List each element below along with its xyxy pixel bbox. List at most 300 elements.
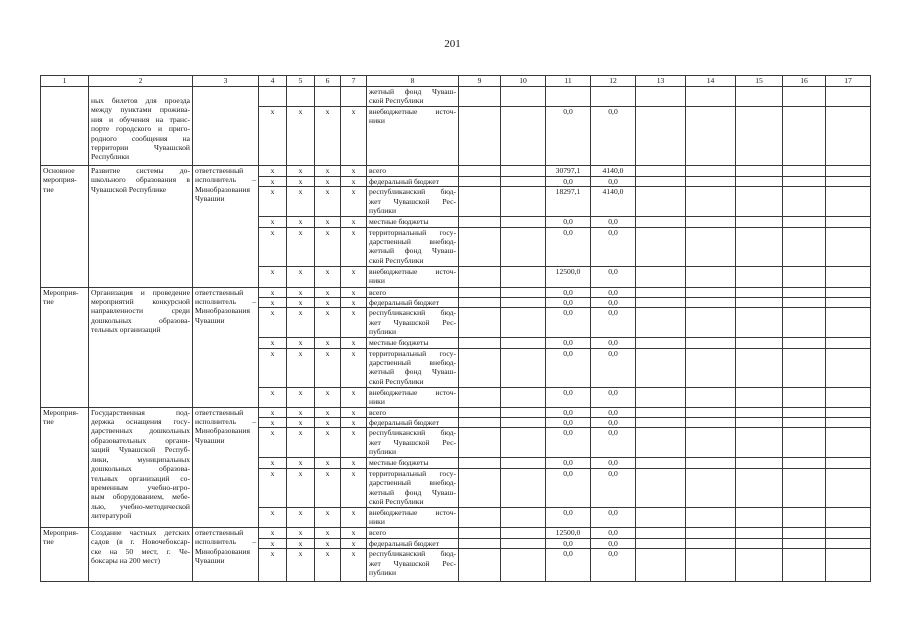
amount-cell: 0,0: [546, 308, 591, 337]
text-line: всего: [369, 287, 387, 297]
amount-cell: 18297,1: [546, 187, 591, 216]
amount-cell: 0,0: [591, 308, 636, 337]
empty-cell: [636, 298, 686, 308]
empty-cell: [459, 266, 501, 287]
empty-cell: [826, 308, 871, 337]
empty-cell: [783, 266, 826, 287]
mark-cell: х: [341, 468, 367, 507]
measure-type-cell: [41, 527, 89, 581]
empty-cell: [636, 387, 686, 407]
header-cell-16: 16: [783, 76, 826, 87]
text-line: лью, учебно-методической: [91, 501, 190, 511]
text-line: ской Республики: [369, 496, 424, 506]
text-line: тельных организаций со-: [91, 473, 190, 483]
text-line: всего: [369, 407, 387, 417]
empty-cell: [783, 507, 826, 527]
mark-cell: [259, 87, 287, 107]
mark-cell: х: [341, 428, 367, 457]
mark-cell: х: [315, 348, 341, 387]
text-line: ответственный: [195, 407, 244, 417]
mark-cell: [315, 87, 341, 107]
text-line: мероприя-: [43, 175, 77, 185]
text-line: публики: [369, 327, 397, 337]
mark-cell: х: [341, 527, 367, 538]
mark-cell: х: [287, 166, 315, 177]
empty-cell: [636, 549, 686, 582]
empty-cell: [736, 387, 783, 407]
header-cell-17: 17: [826, 76, 871, 87]
empty-cell: [636, 308, 686, 337]
empty-cell: [686, 166, 736, 177]
empty-cell: [736, 166, 783, 177]
mark-cell: х: [315, 187, 341, 216]
header-cell-11: 11: [546, 76, 591, 87]
empty-cell: [459, 549, 501, 582]
text-line: лики, муниципальных: [91, 454, 190, 464]
text-line: публики: [369, 447, 397, 457]
amount-cell: 0,0: [591, 337, 636, 348]
text-line: ники: [369, 397, 385, 407]
amount-cell: 0,0: [591, 418, 636, 428]
mark-cell: х: [287, 387, 315, 407]
empty-cell: [501, 187, 546, 216]
text-line: Чувашской Республике: [91, 184, 167, 194]
text-line: Минобразования: [195, 426, 250, 436]
text-line: внебюджетные источ-: [369, 387, 456, 397]
empty-cell: [636, 287, 686, 297]
text-line: Чувашии: [195, 555, 225, 565]
amount-cell: 0,0: [546, 407, 591, 417]
mark-cell: х: [341, 507, 367, 527]
mark-cell: х: [315, 308, 341, 337]
mark-cell: х: [315, 337, 341, 348]
empty-cell: [636, 87, 686, 107]
empty-cell: [501, 457, 546, 468]
empty-cell: [826, 527, 871, 538]
mark-cell: х: [287, 227, 315, 266]
empty-cell: [783, 187, 826, 216]
empty-cell: [459, 457, 501, 468]
empty-cell: [636, 166, 686, 177]
budget-table: [40, 75, 871, 582]
mark-cell: х: [259, 457, 287, 468]
text-line: мероприятий конкурсной: [91, 297, 190, 307]
amount-cell: 12500,0: [546, 527, 591, 538]
mark-cell: х: [315, 407, 341, 417]
text-line: исполнитель –: [195, 417, 256, 427]
text-line: жет Чувашской Рес-: [369, 196, 456, 206]
text-line: Минобразования: [195, 184, 250, 194]
funding-source-cell: [367, 348, 459, 387]
empty-cell: [736, 468, 783, 507]
mark-cell: х: [287, 507, 315, 527]
mark-cell: х: [287, 107, 315, 166]
empty-cell: [636, 468, 686, 507]
executor-cell: [193, 166, 259, 288]
empty-cell: [826, 468, 871, 507]
amount-cell: 0,0: [591, 287, 636, 297]
text-line: ных билетов для проезда: [91, 96, 190, 105]
empty-cell: [686, 428, 736, 457]
empty-cell: [459, 428, 501, 457]
empty-cell: [736, 418, 783, 428]
amount-cell: 0,0: [591, 216, 636, 227]
text-line: Развитие системы до-: [91, 166, 190, 175]
header-cell-12: 12: [591, 76, 636, 87]
empty-cell: [736, 538, 783, 548]
empty-cell: [501, 308, 546, 337]
mark-cell: х: [259, 527, 287, 538]
amount-cell: 0,0: [546, 216, 591, 227]
empty-cell: [783, 216, 826, 227]
text-line: тельных организаций: [91, 325, 161, 335]
mark-cell: х: [259, 177, 287, 187]
text-line: жетный фонд Чуваш-: [369, 87, 456, 96]
text-line: Минобразования: [195, 306, 250, 316]
mark-cell: х: [287, 266, 315, 287]
amount-cell: 0,0: [546, 298, 591, 308]
text-line: федеральный бюджет: [369, 538, 439, 548]
empty-cell: [686, 538, 736, 548]
mark-cell: х: [287, 216, 315, 227]
text-line: дарственный внебюд-: [369, 358, 456, 368]
text-line: дошкольных образова-: [91, 315, 190, 325]
mark-cell: х: [315, 418, 341, 428]
empty-cell: [501, 227, 546, 266]
amount-cell: [591, 87, 636, 107]
funding-source-cell: [367, 428, 459, 457]
mark-cell: х: [341, 216, 367, 227]
mark-cell: х: [259, 418, 287, 428]
header-cell-8: 8: [367, 76, 459, 87]
mark-cell: х: [287, 348, 315, 387]
header-cell-9: 9: [459, 76, 501, 87]
amount-cell: 0,0: [546, 507, 591, 527]
mark-cell: х: [315, 298, 341, 308]
mark-cell: х: [287, 298, 315, 308]
mark-cell: х: [287, 187, 315, 216]
empty-cell: [686, 337, 736, 348]
empty-cell: [686, 407, 736, 417]
empty-cell: [826, 107, 871, 166]
text-line: дарственный внебюд-: [369, 237, 456, 247]
text-line: ники: [369, 517, 385, 527]
empty-cell: [636, 337, 686, 348]
text-line: местные бюджеты: [369, 457, 429, 467]
executor-cell: [193, 287, 259, 407]
amount-cell: 4140,0: [591, 187, 636, 216]
empty-cell: [501, 216, 546, 227]
mark-cell: х: [287, 428, 315, 457]
empty-cell: [783, 457, 826, 468]
empty-cell: [636, 107, 686, 166]
mark-cell: х: [315, 538, 341, 548]
text-line: жет Чувашской Рес-: [369, 558, 456, 568]
empty-cell: [736, 227, 783, 266]
empty-cell: [636, 266, 686, 287]
empty-cell: [826, 418, 871, 428]
empty-cell: [736, 266, 783, 287]
empty-cell: [826, 337, 871, 348]
empty-cell: [826, 538, 871, 548]
amount-cell: 0,0: [591, 428, 636, 457]
text-line: тие: [43, 297, 54, 307]
mark-cell: х: [315, 266, 341, 287]
empty-cell: [459, 227, 501, 266]
text-line: федеральный бюджет: [369, 177, 439, 186]
funding-source-cell: [367, 107, 459, 166]
empty-cell: [783, 387, 826, 407]
mark-cell: х: [259, 166, 287, 177]
empty-cell: [459, 87, 501, 107]
empty-cell: [636, 187, 686, 216]
text-line: дарственный внебюд-: [369, 478, 456, 488]
empty-cell: [783, 308, 826, 337]
amount-cell: 0,0: [546, 418, 591, 428]
mark-cell: [287, 87, 315, 107]
text-line: республиканский бюд-: [369, 308, 456, 318]
empty-cell: [686, 177, 736, 187]
measure-name-cell: [89, 527, 193, 581]
text-line: исполнитель –: [195, 297, 256, 307]
mark-cell: х: [315, 549, 341, 582]
empty-cell: [783, 468, 826, 507]
funding-source-cell: [367, 507, 459, 527]
empty-cell: [826, 549, 871, 582]
measure-type-cell: [41, 87, 89, 166]
text-line: садов (в г. Новочебоксар-: [91, 537, 190, 547]
amount-cell: 0,0: [591, 227, 636, 266]
empty-cell: [783, 166, 826, 177]
empty-cell: [636, 527, 686, 538]
amount-cell: 0,0: [546, 227, 591, 266]
empty-cell: [501, 107, 546, 166]
amount-cell: 0,0: [591, 549, 636, 582]
funding-source-cell: [367, 227, 459, 266]
empty-cell: [459, 387, 501, 407]
empty-cell: [459, 177, 501, 187]
text-line: Организация и проведение: [91, 287, 190, 297]
empty-cell: [783, 549, 826, 582]
empty-cell: [501, 468, 546, 507]
text-line: жет Чувашской Рес-: [369, 437, 456, 447]
mark-cell: х: [259, 266, 287, 287]
empty-cell: [783, 428, 826, 457]
amount-cell: 0,0: [591, 538, 636, 548]
empty-cell: [783, 298, 826, 308]
text-line: жетный фонд Чуваш-: [369, 487, 456, 497]
text-line: территориальный госу-: [369, 468, 456, 478]
text-line: тие: [43, 184, 54, 194]
funding-source-cell: [367, 308, 459, 337]
mark-cell: х: [341, 418, 367, 428]
empty-cell: [736, 457, 783, 468]
empty-cell: [826, 177, 871, 187]
empty-cell: [783, 87, 826, 107]
executor-cell: [193, 527, 259, 581]
empty-cell: [783, 407, 826, 417]
text-line: направленности среди: [91, 306, 190, 316]
funding-source-cell: [367, 287, 459, 297]
text-line: дошкольных образова-: [91, 464, 190, 474]
text-line: боксары на 200 мест): [91, 555, 160, 565]
mark-cell: х: [287, 527, 315, 538]
text-line: Государственная под-: [91, 407, 190, 417]
measure-type-cell: [41, 287, 89, 407]
empty-cell: [686, 348, 736, 387]
empty-cell: [501, 418, 546, 428]
empty-cell: [501, 507, 546, 527]
table-row: [41, 87, 871, 107]
empty-cell: [686, 457, 736, 468]
text-line: порте городского и приго-: [91, 124, 190, 134]
empty-cell: [826, 457, 871, 468]
empty-cell: [783, 107, 826, 166]
mark-cell: х: [341, 407, 367, 417]
empty-cell: [459, 407, 501, 417]
text-line: внебюджетные источ-: [369, 507, 456, 517]
table-row: [41, 527, 871, 538]
text-line: тие: [43, 537, 54, 547]
empty-cell: [826, 428, 871, 457]
mark-cell: х: [287, 407, 315, 417]
funding-source-cell: [367, 337, 459, 348]
amount-cell: 0,0: [546, 428, 591, 457]
empty-cell: [686, 507, 736, 527]
empty-cell: [501, 428, 546, 457]
empty-cell: [736, 177, 783, 187]
empty-cell: [736, 348, 783, 387]
amount-cell: [546, 87, 591, 107]
mark-cell: х: [315, 527, 341, 538]
text-line: ской Республики: [369, 96, 424, 106]
mark-cell: х: [287, 337, 315, 348]
funding-source-cell: [367, 216, 459, 227]
header-cell-3: 3: [193, 76, 259, 87]
text-line: временным учебно-игро-: [91, 482, 190, 492]
mark-cell: х: [315, 428, 341, 457]
empty-cell: [501, 287, 546, 297]
text-line: жетный фонд Чуваш-: [369, 367, 456, 377]
empty-cell: [736, 308, 783, 337]
empty-cell: [636, 457, 686, 468]
mark-cell: х: [341, 177, 367, 187]
mark-cell: х: [341, 187, 367, 216]
mark-cell: х: [341, 166, 367, 177]
amount-cell: 0,0: [591, 177, 636, 187]
mark-cell: х: [259, 549, 287, 582]
text-line: ответственный: [195, 527, 244, 537]
text-line: публики: [369, 567, 397, 577]
mark-cell: х: [341, 227, 367, 266]
amount-cell: 0,0: [546, 457, 591, 468]
empty-cell: [459, 527, 501, 538]
text-line: ответственный: [195, 287, 244, 297]
empty-cell: [686, 87, 736, 107]
mark-cell: х: [287, 457, 315, 468]
empty-cell: [501, 549, 546, 582]
mark-cell: х: [259, 227, 287, 266]
text-line: территориальный госу-: [369, 348, 456, 358]
text-line: республиканский бюд-: [369, 428, 456, 438]
text-line: литературой: [91, 511, 132, 521]
amount-cell: 0,0: [591, 527, 636, 538]
funding-source-cell: [367, 468, 459, 507]
measure-name-cell: [89, 87, 193, 166]
empty-cell: [686, 187, 736, 216]
mark-cell: х: [315, 468, 341, 507]
text-line: тие: [43, 417, 54, 427]
mark-cell: х: [259, 538, 287, 548]
mark-cell: х: [259, 287, 287, 297]
empty-cell: [501, 387, 546, 407]
funding-source-cell: [367, 87, 459, 107]
amount-cell: 0,0: [591, 507, 636, 527]
empty-cell: [459, 216, 501, 227]
header-row: [41, 76, 871, 87]
funding-source-cell: [367, 457, 459, 468]
text-line: жетный фонд Чуваш-: [369, 246, 456, 256]
empty-cell: [686, 216, 736, 227]
amount-cell: 0,0: [591, 387, 636, 407]
empty-cell: [783, 418, 826, 428]
empty-cell: [686, 418, 736, 428]
text-line: республиканский бюд-: [369, 187, 456, 197]
empty-cell: [736, 287, 783, 297]
mark-cell: х: [315, 507, 341, 527]
text-line: Мероприя-: [43, 407, 79, 417]
text-line: федеральный бюджет: [369, 298, 439, 308]
empty-cell: [501, 298, 546, 308]
mark-cell: х: [315, 457, 341, 468]
amount-cell: 0,0: [546, 287, 591, 297]
amount-cell: 0,0: [546, 348, 591, 387]
measure-type-cell: [41, 407, 89, 527]
empty-cell: [686, 287, 736, 297]
mark-cell: х: [259, 308, 287, 337]
mark-cell: х: [341, 387, 367, 407]
mark-cell: х: [315, 166, 341, 177]
empty-cell: [501, 166, 546, 177]
empty-cell: [501, 337, 546, 348]
funding-source-cell: [367, 266, 459, 287]
empty-cell: [501, 538, 546, 548]
mark-cell: х: [341, 308, 367, 337]
mark-cell: х: [259, 298, 287, 308]
mark-cell: х: [259, 507, 287, 527]
text-line: исполнитель –: [195, 175, 256, 185]
mark-cell: х: [341, 107, 367, 166]
empty-cell: [636, 407, 686, 417]
text-line: внебюджетные источ-: [369, 107, 456, 116]
amount-cell: 0,0: [591, 266, 636, 287]
empty-cell: [783, 348, 826, 387]
mark-cell: х: [341, 298, 367, 308]
funding-source-cell: [367, 549, 459, 582]
text-line: исполнитель –: [195, 537, 256, 547]
empty-cell: [459, 298, 501, 308]
mark-cell: х: [315, 227, 341, 266]
empty-cell: [459, 166, 501, 177]
text-line: вым оборудованием, мебе-: [91, 492, 190, 502]
mark-cell: х: [341, 538, 367, 548]
text-line: Мероприя-: [43, 287, 79, 297]
empty-cell: [501, 266, 546, 287]
empty-cell: [736, 527, 783, 538]
empty-cell: [783, 287, 826, 297]
empty-cell: [826, 166, 871, 177]
empty-cell: [686, 107, 736, 166]
